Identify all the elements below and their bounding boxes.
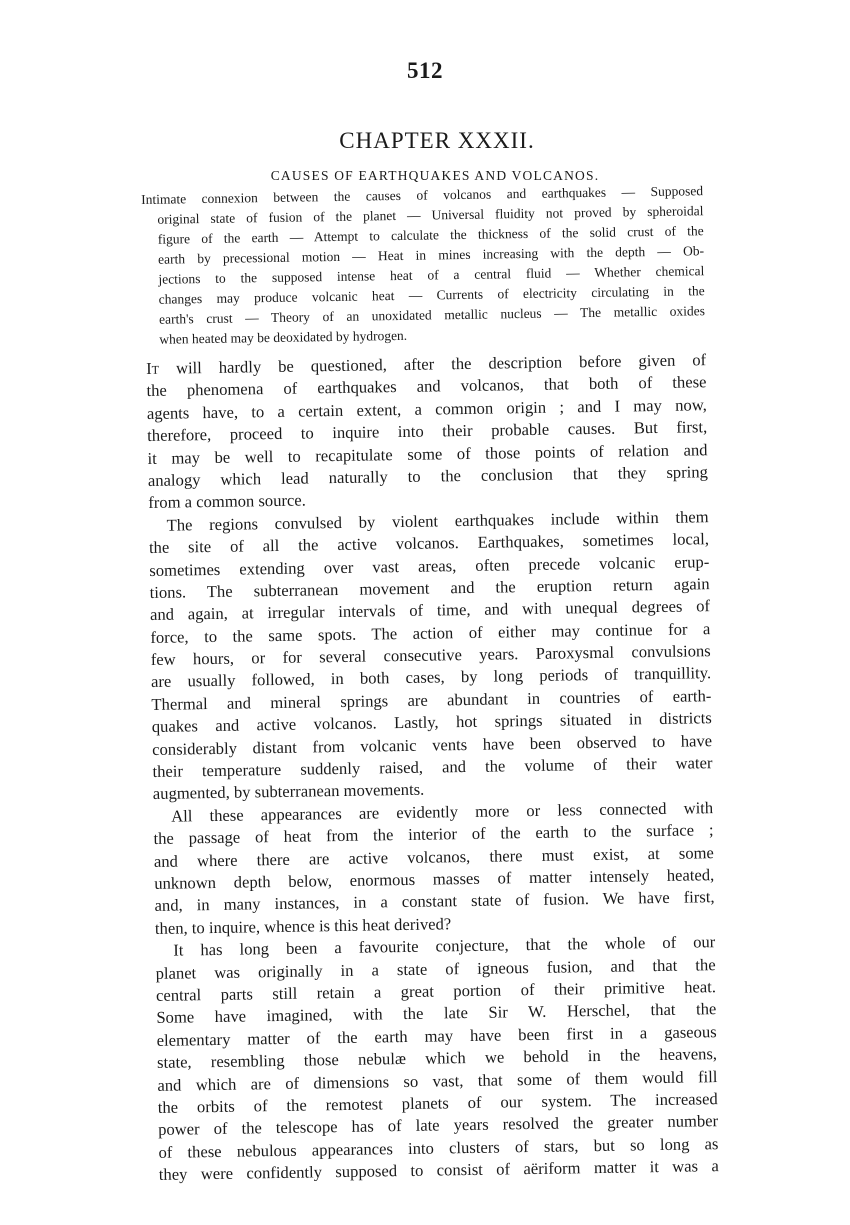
- synopsis-line: Intimate connexion between the causes of volcanos and earthquakes — Supposed: [141, 183, 704, 207]
- synopsis-line: figure of the earth — Attempt to calculate the thickness of the solid crust of the: [157, 223, 704, 247]
- synopsis-line: earth's crust — Theory of an unoxidated metallic nucleus — The metallic oxides: [158, 303, 706, 327]
- body-text-line: unknown depth below, enormous masses of matter intensely heated,: [154, 865, 715, 893]
- body-text-line: Some have imagined, with the late Sir W. Herschel, that the: [156, 999, 717, 1028]
- body-text-line: state, resembling those nebulæ which we behold in the heavens,: [156, 1044, 718, 1073]
- body-text-line: the passage of heat from the interior of the earth to the surface ;: [153, 820, 714, 849]
- body-text-line: and where there are active volcanos, there must exist, at some: [153, 842, 714, 871]
- body-text-line: All these appearances are evidently more or less connected with: [171, 797, 714, 826]
- body-text-line: augmented, by subterranean movements.: [152, 780, 425, 804]
- body-text-line: from a common source.: [148, 490, 306, 513]
- body-text-line: and again, at irregular intervals of time, and with unequal degrees of: [149, 596, 711, 625]
- body-text-line: therefore, proceed to inquire into their probable causes. But first,: [147, 417, 708, 446]
- body-text-line: they were confidently supposed to consist of aëriform matter it was a: [158, 1156, 719, 1184]
- synopsis-line: changes may produce volcanic heat — Currents of electricity circulating in the: [158, 283, 705, 307]
- chapter-title: CHAPTER XXXII.: [339, 128, 535, 153]
- chapter-synopsis: [141, 181, 705, 350]
- body-text-line: sometimes extending over vast areas, often precede volcanic erup-: [149, 551, 710, 580]
- body-text-line: elementary matter of the earth may have been first in a gaseous: [156, 1021, 717, 1050]
- body-text-line: It will hardly be questioned, after the description before given of: [146, 350, 707, 378]
- body-text-line: and which are of dimensions so vast, that some of them would fill: [157, 1066, 718, 1095]
- body-text-line: The regions convulsed by violent earthquakes include within them: [166, 506, 709, 535]
- body-text-line: central parts still retain a great portion of their primitive heat.: [155, 977, 717, 1005]
- body-text-line: then, to inquire, whence is this heat derived?: [154, 914, 452, 938]
- synopsis-line: jections to the supposed intense heat of a central fluid — Whether chemical: [158, 263, 705, 287]
- body-text-line: their temperature suddenly raised, and the volume of their water: [152, 753, 713, 781]
- body-text-line: agents have, to a certain extent, a common origin ; and I may now,: [146, 394, 707, 423]
- body-text-line: of these nebulous appearances into clusters of stars, but so long as: [158, 1133, 719, 1162]
- body-text-line: Thermal and mineral springs are abundant in countries of earth-: [151, 686, 712, 714]
- body-text-line: power of the telescope has of late years resolved the greater number: [157, 1111, 719, 1140]
- synopsis-line: when heated may be deoxidated by hydrogen.: [159, 327, 408, 347]
- body-text-line: it may be well to recapitulate some of those points of relation and: [147, 439, 708, 468]
- page-number: 512: [407, 58, 443, 83]
- body-text-line: tions. The subterranean movement and the eruption return again: [149, 574, 710, 602]
- chapter-body-text: [146, 349, 719, 1186]
- synopsis-line: original state of fusion of the planet — Universal fluidity not proved by spheroidal: [157, 203, 704, 227]
- body-text-line: the site of all the active volcanos. Earthquakes, sometimes local,: [148, 529, 710, 558]
- body-text-line: It has long been a favourite conjecture, that the whole of our: [173, 932, 716, 960]
- body-text-line: the orbits of the remotest planets of our system. The increased: [157, 1089, 718, 1117]
- body-text-line: analogy which lead naturally to the conclusion that they spring: [147, 462, 709, 490]
- body-text-line: planet was originally in a state of igneous fusion, and that the: [155, 954, 716, 983]
- opening-word: It: [146, 358, 160, 378]
- body-text-line: considerably distant from volcanic vents have been observed to have: [151, 730, 713, 759]
- body-text-line: few hours, or for several consecutive years. Paroxysmal convulsions: [150, 641, 711, 670]
- body-text-line: and, in many instances, in a constant state of fusion. We have first,: [154, 887, 715, 916]
- body-text-line: are usually followed, in both cases, by long periods of tranquillity.: [150, 663, 712, 692]
- body-text-line: quakes and active volcanos. Lastly, hot springs situated in districts: [151, 708, 712, 737]
- body-text-line: the phenomena of earthquakes and volcanos, that both of these: [146, 372, 707, 401]
- synopsis-line: earth by precessional motion — Heat in mines increasing with the depth — Ob-: [157, 243, 705, 267]
- chapter-subtitle: CAUSES OF EARTHQUAKES AND VOLCANOS.: [270, 168, 600, 183]
- body-text-line: force, to the same spots. The action of either may continue for a: [150, 618, 711, 647]
